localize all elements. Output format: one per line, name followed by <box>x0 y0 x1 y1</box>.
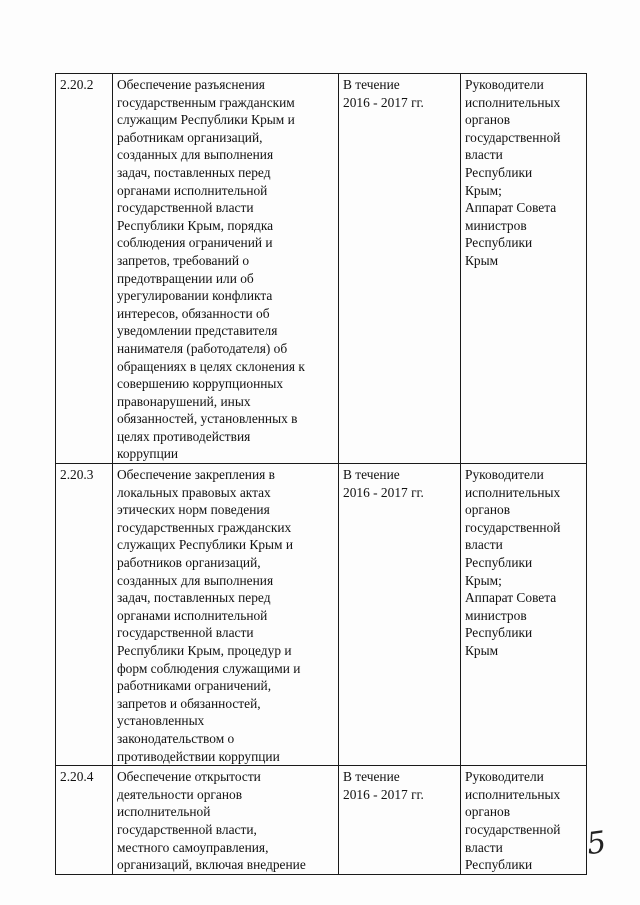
text-line: созданных для выполнения <box>117 572 274 588</box>
text-line: Руководители <box>465 77 544 92</box>
text-line: обращениях в целях склонения к <box>117 358 305 374</box>
text-line: исполнительных <box>465 786 561 802</box>
text-line: форм соблюдения служащими и <box>117 660 301 676</box>
item-number: 2.20.2 <box>56 74 113 464</box>
text-line: государственной власти <box>117 200 254 216</box>
text-line: Республики <box>465 555 533 571</box>
text-line: Республики <box>465 625 533 641</box>
text-line: В течение <box>343 77 400 92</box>
text-line: министров <box>465 217 527 233</box>
action-plan-table <box>55 73 587 875</box>
text-line: задач, поставленных перед <box>117 164 271 180</box>
text-line: исполнительной <box>117 804 211 820</box>
text-line: 2016 - 2017 гг. <box>343 484 424 500</box>
text-line: законодательством о <box>117 730 235 746</box>
text-line: Обеспечение открытости <box>117 769 261 785</box>
text-line: этических норм поведения <box>117 502 270 518</box>
text-line: государственной власти <box>117 625 254 641</box>
responsible-cell <box>461 74 587 464</box>
deadline-cell <box>339 74 461 464</box>
text-line: 2016 - 2017 гг. <box>343 94 424 110</box>
text-line: власти <box>465 147 503 163</box>
measure-description <box>113 464 339 766</box>
text-line: Республики <box>465 235 533 251</box>
text-line: обязанностей, установленных в <box>117 411 298 427</box>
table-row <box>56 766 587 875</box>
text-line: предотвращении или об <box>117 270 254 286</box>
text-line: Обеспечение разъяснения <box>117 77 265 92</box>
text-line: государственной <box>465 821 561 837</box>
text-line: работникам организаций, <box>117 129 263 145</box>
deadline-cell <box>339 766 461 875</box>
text-line: служащих Республики Крым и <box>117 537 293 553</box>
text-line: Крым <box>465 252 499 268</box>
text-line: Республики <box>465 857 533 873</box>
text-line: созданных для выполнения <box>117 147 274 163</box>
text-line: противодействии коррупции <box>117 748 280 764</box>
text-line: В течение <box>343 467 400 483</box>
text-line: нанимателя (работодателя) об <box>117 340 288 356</box>
text-line: Республики Крым, порядка <box>117 217 274 233</box>
text-line: уведомлении представителя <box>117 323 278 339</box>
text-line: 2016 - 2017 гг. <box>343 786 424 802</box>
item-number: 2.20.3 <box>56 464 113 766</box>
text-line: В течение <box>343 769 400 785</box>
table-body <box>56 74 587 875</box>
text-line: работников организаций, <box>117 555 261 571</box>
text-line: власти <box>465 537 503 553</box>
text-line: власти <box>465 839 503 855</box>
text-line: государственной <box>465 519 561 535</box>
text-line: Руководители <box>465 769 544 785</box>
text-line: урегулировании конфликта <box>117 288 273 304</box>
text-line: организаций, включая внедрение <box>117 857 306 873</box>
text-line: соблюдения ограничений и <box>117 235 273 251</box>
text-line: запретов и обязанностей, <box>117 695 261 711</box>
text-line: государственной власти, <box>117 821 257 837</box>
text-line: Крым <box>465 643 499 658</box>
item-number: 2.20.4 <box>56 766 113 875</box>
text-line: коррупции <box>117 446 179 462</box>
text-line: органов <box>465 112 511 128</box>
text-line: деятельности органов <box>117 786 243 802</box>
text-line: Обеспечение закрепления в <box>117 467 275 483</box>
measure-description <box>113 766 339 875</box>
text-line: Крым; <box>465 572 502 588</box>
text-line: запретов, требований о <box>117 252 250 268</box>
text-line: установленных <box>117 713 205 729</box>
text-line: органов <box>465 502 511 518</box>
deadline-cell <box>339 464 461 766</box>
text-line: локальных правовых актах <box>117 484 271 500</box>
text-line: государственных гражданских <box>117 519 292 535</box>
text-line: органами исполнительной <box>117 182 268 198</box>
responsible-cell <box>461 766 587 875</box>
text-line: органов <box>465 804 511 820</box>
text-line: интересов, обязанности об <box>117 305 270 321</box>
text-line: задач, поставленных перед <box>117 590 271 606</box>
text-line: Крым; <box>465 182 502 198</box>
table-row <box>56 74 587 464</box>
text-line: органами исполнительной <box>117 607 268 623</box>
measure-description <box>113 74 339 464</box>
text-line: Аппарат Совета <box>465 200 557 216</box>
text-line: местного самоуправления, <box>117 839 269 855</box>
text-line: Республики Крым, процедур и <box>117 643 292 658</box>
text-line: работниками ограничений, <box>117 678 272 694</box>
text-line: правонарушений, иных <box>117 393 251 409</box>
text-line: исполнительных <box>465 94 561 110</box>
text-line: Республики <box>465 164 533 180</box>
text-line: целях противодействия <box>117 428 251 444</box>
table-row <box>56 464 587 766</box>
text-line: государственной <box>465 129 561 145</box>
handwritten-page-number: 5 <box>584 824 609 863</box>
text-line: министров <box>465 607 527 623</box>
text-line: совершению коррупционных <box>117 376 284 392</box>
text-line: Руководители <box>465 467 544 483</box>
text-line: служащим Республики Крым и <box>117 112 295 128</box>
text-line: исполнительных <box>465 484 561 500</box>
text-line: Аппарат Совета <box>465 590 557 606</box>
text-line: государственным гражданским <box>117 94 295 110</box>
responsible-cell <box>461 464 587 766</box>
